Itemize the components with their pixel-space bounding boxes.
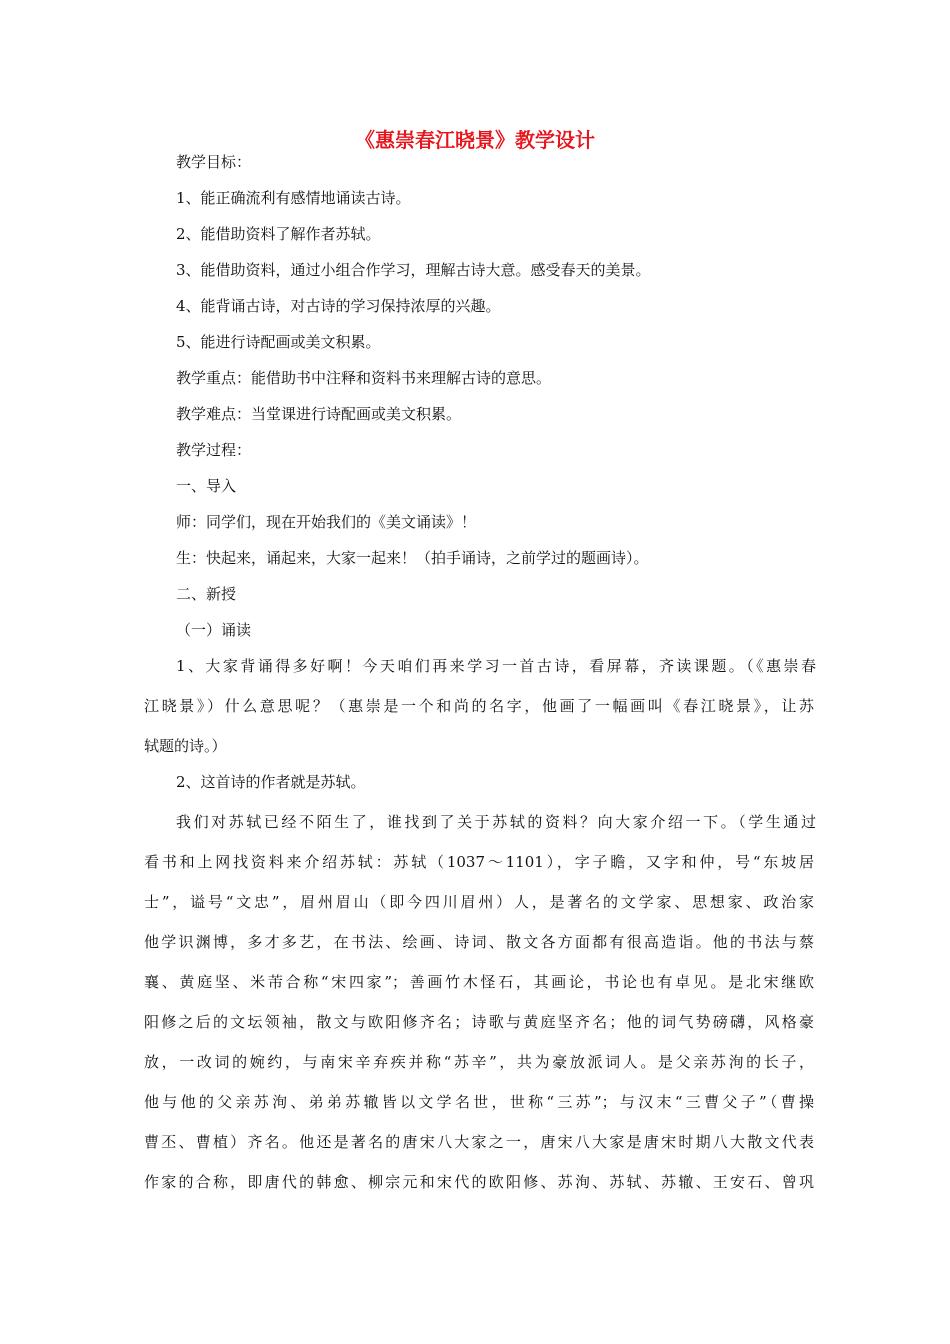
step-heading-intro: 一、导入	[176, 477, 237, 495]
paragraph-line: 轼题的诗。）	[144, 737, 227, 755]
paragraph-line: 1、大家背诵得多好啊！今天咱们再来学习一首古诗，看屏幕，齐读课题。（《惠崇春	[176, 657, 816, 675]
teaching-difficulty: 教学难点：当堂课进行诗配画或美文积累。	[176, 405, 462, 423]
section-heading-objectives: 教学目标：	[176, 153, 252, 171]
objective-item-1: 1、能正确流利有感情地诵读古诗。	[176, 189, 411, 207]
paragraph-line: 2、这首诗的作者就是苏轼。	[176, 773, 366, 791]
paragraph-line: 看书和上网找资料来介绍苏轼：苏轼（1037～1101），字子瞻，又字和仲，号“东坡居	[144, 853, 814, 871]
objective-item-5: 5、能进行诗配画或美文积累。	[176, 333, 381, 351]
paragraph-line: 我们对苏轼已经不陌生了，谁找到了关于苏轼的资料？向大家介绍一下。（学生通过	[176, 813, 816, 831]
teacher-line: 师：同学们，现在开始我们的《美文诵读》！	[176, 513, 477, 531]
paragraph-line: 他学识渊博，多才多艺，在书法、绘画、诗词、散文各方面都有很高造诣。他的书法与蔡	[144, 933, 814, 951]
teaching-key-point: 教学重点：能借助书中注释和资料书来理解古诗的意思。	[176, 369, 552, 387]
paragraph-line: 士”，谥号“文忠”，眉州眉山（即今四川眉州）人，是著名的文学家、思想家、政治家	[144, 893, 814, 911]
paragraph-line: 襄、黄庭坚、米芾合称“宋四家”；善画竹木怪石，其画论，书论也有卓见。是北宋继欧	[144, 973, 814, 991]
paragraph-line: 他与他的父亲苏洵、弟弟苏辙皆以文学名世，世称“三苏”；与汉末“三曹父子”（曹操	[144, 1093, 814, 1111]
document-title: 《惠崇春江晓景》教学设计	[355, 128, 595, 152]
paragraph-line: 放，一改词的婉约，与南宋辛弃疾并称“苏辛”，共为豪放派词人。是父亲苏洵的长子，	[144, 1053, 814, 1071]
paragraph-line: 江晓景》）什么意思呢？（惠崇是一个和尚的名字，他画了一幅画叫《春江晓景》，让苏	[144, 697, 814, 715]
paragraph-line: 作家的合称，即唐代的韩愈、柳宗元和宋代的欧阳修、苏洵、苏轼、苏辙、王安石、曾巩	[144, 1173, 814, 1191]
step-heading-new: 二、新授	[176, 585, 237, 603]
section-heading-process: 教学过程：	[176, 441, 252, 459]
sub-heading-recite: （一）诵读	[176, 621, 252, 639]
paragraph-line: 曹丕、曹植）齐名。他还是著名的唐宋八大家之一，唐宋八大家是唐宋时期八大散文代表	[144, 1133, 814, 1151]
paragraph-line: 阳修之后的文坛领袖，散文与欧阳修齐名；诗歌与黄庭坚齐名；他的词气势磅礴，风格豪	[144, 1013, 814, 1031]
student-line: 生：快起来，诵起来，大家一起来！（拍手诵诗，之前学过的题画诗）。	[176, 549, 649, 567]
objective-item-2: 2、能借助资料了解作者苏轼。	[176, 225, 381, 243]
objective-item-3: 3、能借助资料，通过小组合作学习，理解古诗大意。感受春天的美景。	[176, 261, 651, 279]
objective-item-4: 4、能背诵古诗，对古诗的学习保持浓厚的兴趣。	[176, 297, 501, 315]
